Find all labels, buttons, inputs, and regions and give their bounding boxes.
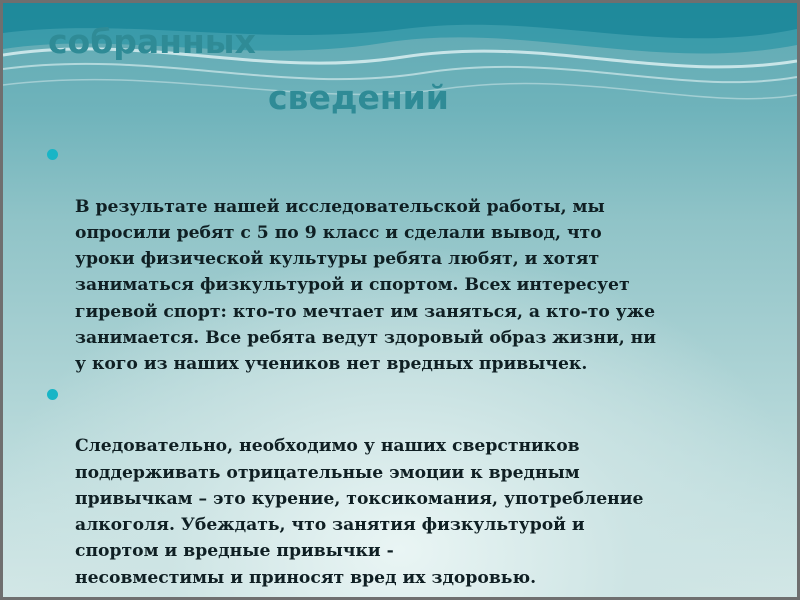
bullet-list [41,141,761,594]
bullet-text: Следовательно, необходимо у наших сверстников поддерживать отрицательные эмоции к вредным привычкам – это курение, токсикомания, употребление алкоголя. Убеждать, что занятия физкультурой и спортом и вредные привычки - несовместимы и приносят вред их здоровью. [75,436,644,588]
bullet-item [41,381,761,591]
title-line-1: собранных [48,22,256,61]
bullet-item [41,141,761,378]
title-line-2: сведений [268,78,449,117]
bullet-text: В результате нашей исследовательской работы, мы опросили ребят с 5 по 9 класс и сделали вывод, что уроки физической культуры ребята любят, и хотят заниматься физкультурой и спортом. Всех интересует гиревой спорт: кто-то мечтает им заняться, а кто-то уже занимается. Все ребята ведут здоровый образ жизни, ни у кого из наших учеников нет вредных привычек. [75,196,656,375]
bullet-dot-icon [47,149,58,160]
bullet-dot-icon [47,389,58,400]
